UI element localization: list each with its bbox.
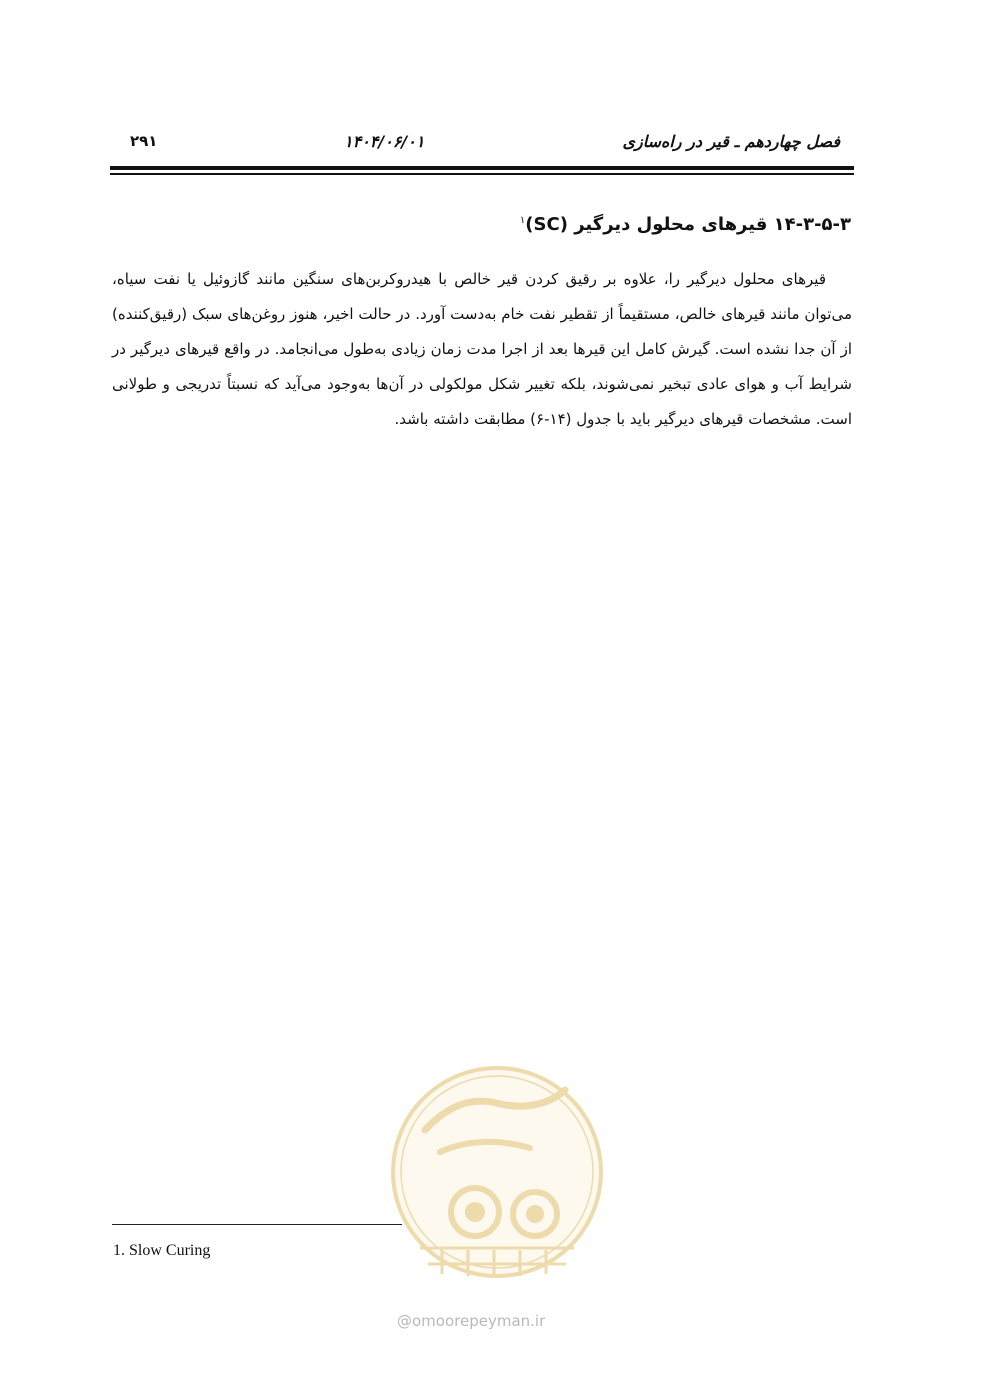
body-text	[112, 262, 852, 437]
paragraph: قیرهای محلول دیرگیر را، علاوه بر رقیق کردن قیر خالص با هیدروکربن‌های سنگین مانند گازوئیل یا نفت سیاه، می‌توان مانند قیرهای خالص، مستقیماً از تقطیر نفت خام به‌دست آورد. در حالت اخیر، هنوز روغن‌های سبک (رقیق‌کننده) از آن جدا نشده است. گیرش کامل این قیرها بعد از اجرا مدت زمان زیادی به‌طول می‌انجامد. در واقع قیرهای دیرگیر در شرایط آب و هوای عادی تبخیر نمی‌شوند، بلکه تغییر شکل مولکولی در آن‌ها به‌وجود می‌آید که نسبتاً تدریجی و طولانی است. مشخصات قیرهای دیرگیر باید با جدول (۱۴-۶) مطابقت داشته باشد.	[112, 270, 852, 428]
header-rule-thin	[110, 173, 854, 175]
footnote-rule	[112, 1224, 402, 1225]
section-heading	[520, 214, 851, 235]
watermark-logo-icon	[380, 1052, 614, 1342]
footnote: 1. Slow Curing	[113, 1242, 211, 1259]
chapter-title: فصل چهاردهم ـ قیر در راه‌سازی	[622, 132, 840, 151]
header-date: ۱۴۰۴/۰۶/۰۱	[344, 132, 425, 151]
section-heading-text: ۱۴-۳-۵-۳ قیرهای محلول دیرگیر (SC)	[525, 214, 851, 235]
header-rule-thick	[110, 166, 854, 170]
page-header	[110, 128, 854, 158]
footnote-marker: ۱	[519, 215, 526, 226]
watermark-site: @omoorepeyman.ir	[397, 1312, 546, 1330]
page-number: ۲۹۱	[130, 132, 158, 150]
